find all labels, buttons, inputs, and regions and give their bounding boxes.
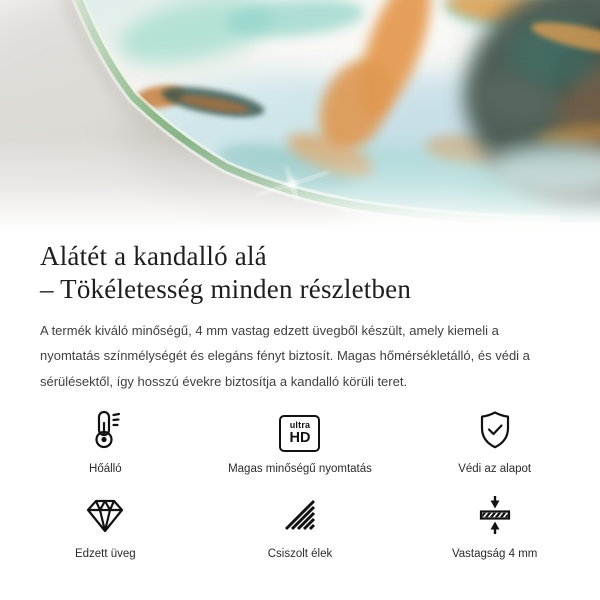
feature-tempered-glass xyxy=(8,491,203,562)
feature-polished-edges xyxy=(203,491,398,562)
feature-label: Védi az alapot xyxy=(458,462,532,475)
feature-label: Edzett üveg xyxy=(74,547,136,560)
ultra-hd-badge-bottom: HD xyxy=(289,430,311,447)
feature-label: Hőálló xyxy=(89,462,122,475)
product-description-section xyxy=(0,240,600,394)
title-line-2: – Tökéletesség minden részletben xyxy=(40,273,412,304)
thermometer-icon xyxy=(83,406,127,452)
feature-protects-base xyxy=(397,406,592,477)
feature-grid xyxy=(0,406,600,562)
feature-label: Csiszolt élek xyxy=(267,547,333,560)
feature-label: Magas minőségű nyomtatás xyxy=(228,462,372,475)
feature-hd-print xyxy=(203,406,398,477)
feature-thickness xyxy=(397,491,592,562)
thickness-icon xyxy=(473,491,517,537)
ultra-hd-badge-top: ultra xyxy=(289,420,311,431)
feature-heat-resistant xyxy=(8,406,203,477)
description-paragraph: A termék kiváló minőségű, 4 mm vastag edzett üvegből készült, amely kiemeli a nyomtatás színmélységét és elegáns fényt biztosít. Magas hőmérsékletálló, és védi a sérülésektől, így hosszú évekre biztosítja a kandalló körüli teret. xyxy=(40,322,530,389)
bottom-fade xyxy=(0,138,600,232)
page-title xyxy=(40,240,560,306)
product-photo xyxy=(0,0,600,232)
feature-label: Vastagság 4 mm xyxy=(451,547,538,560)
polished-edges-icon xyxy=(278,491,322,537)
hero-image xyxy=(0,0,600,232)
diamond-icon xyxy=(82,491,128,537)
title-line-1: Alátét a kandalló alá xyxy=(40,241,267,271)
ultra-hd-icon xyxy=(279,406,320,452)
shield-check-icon xyxy=(473,406,517,452)
